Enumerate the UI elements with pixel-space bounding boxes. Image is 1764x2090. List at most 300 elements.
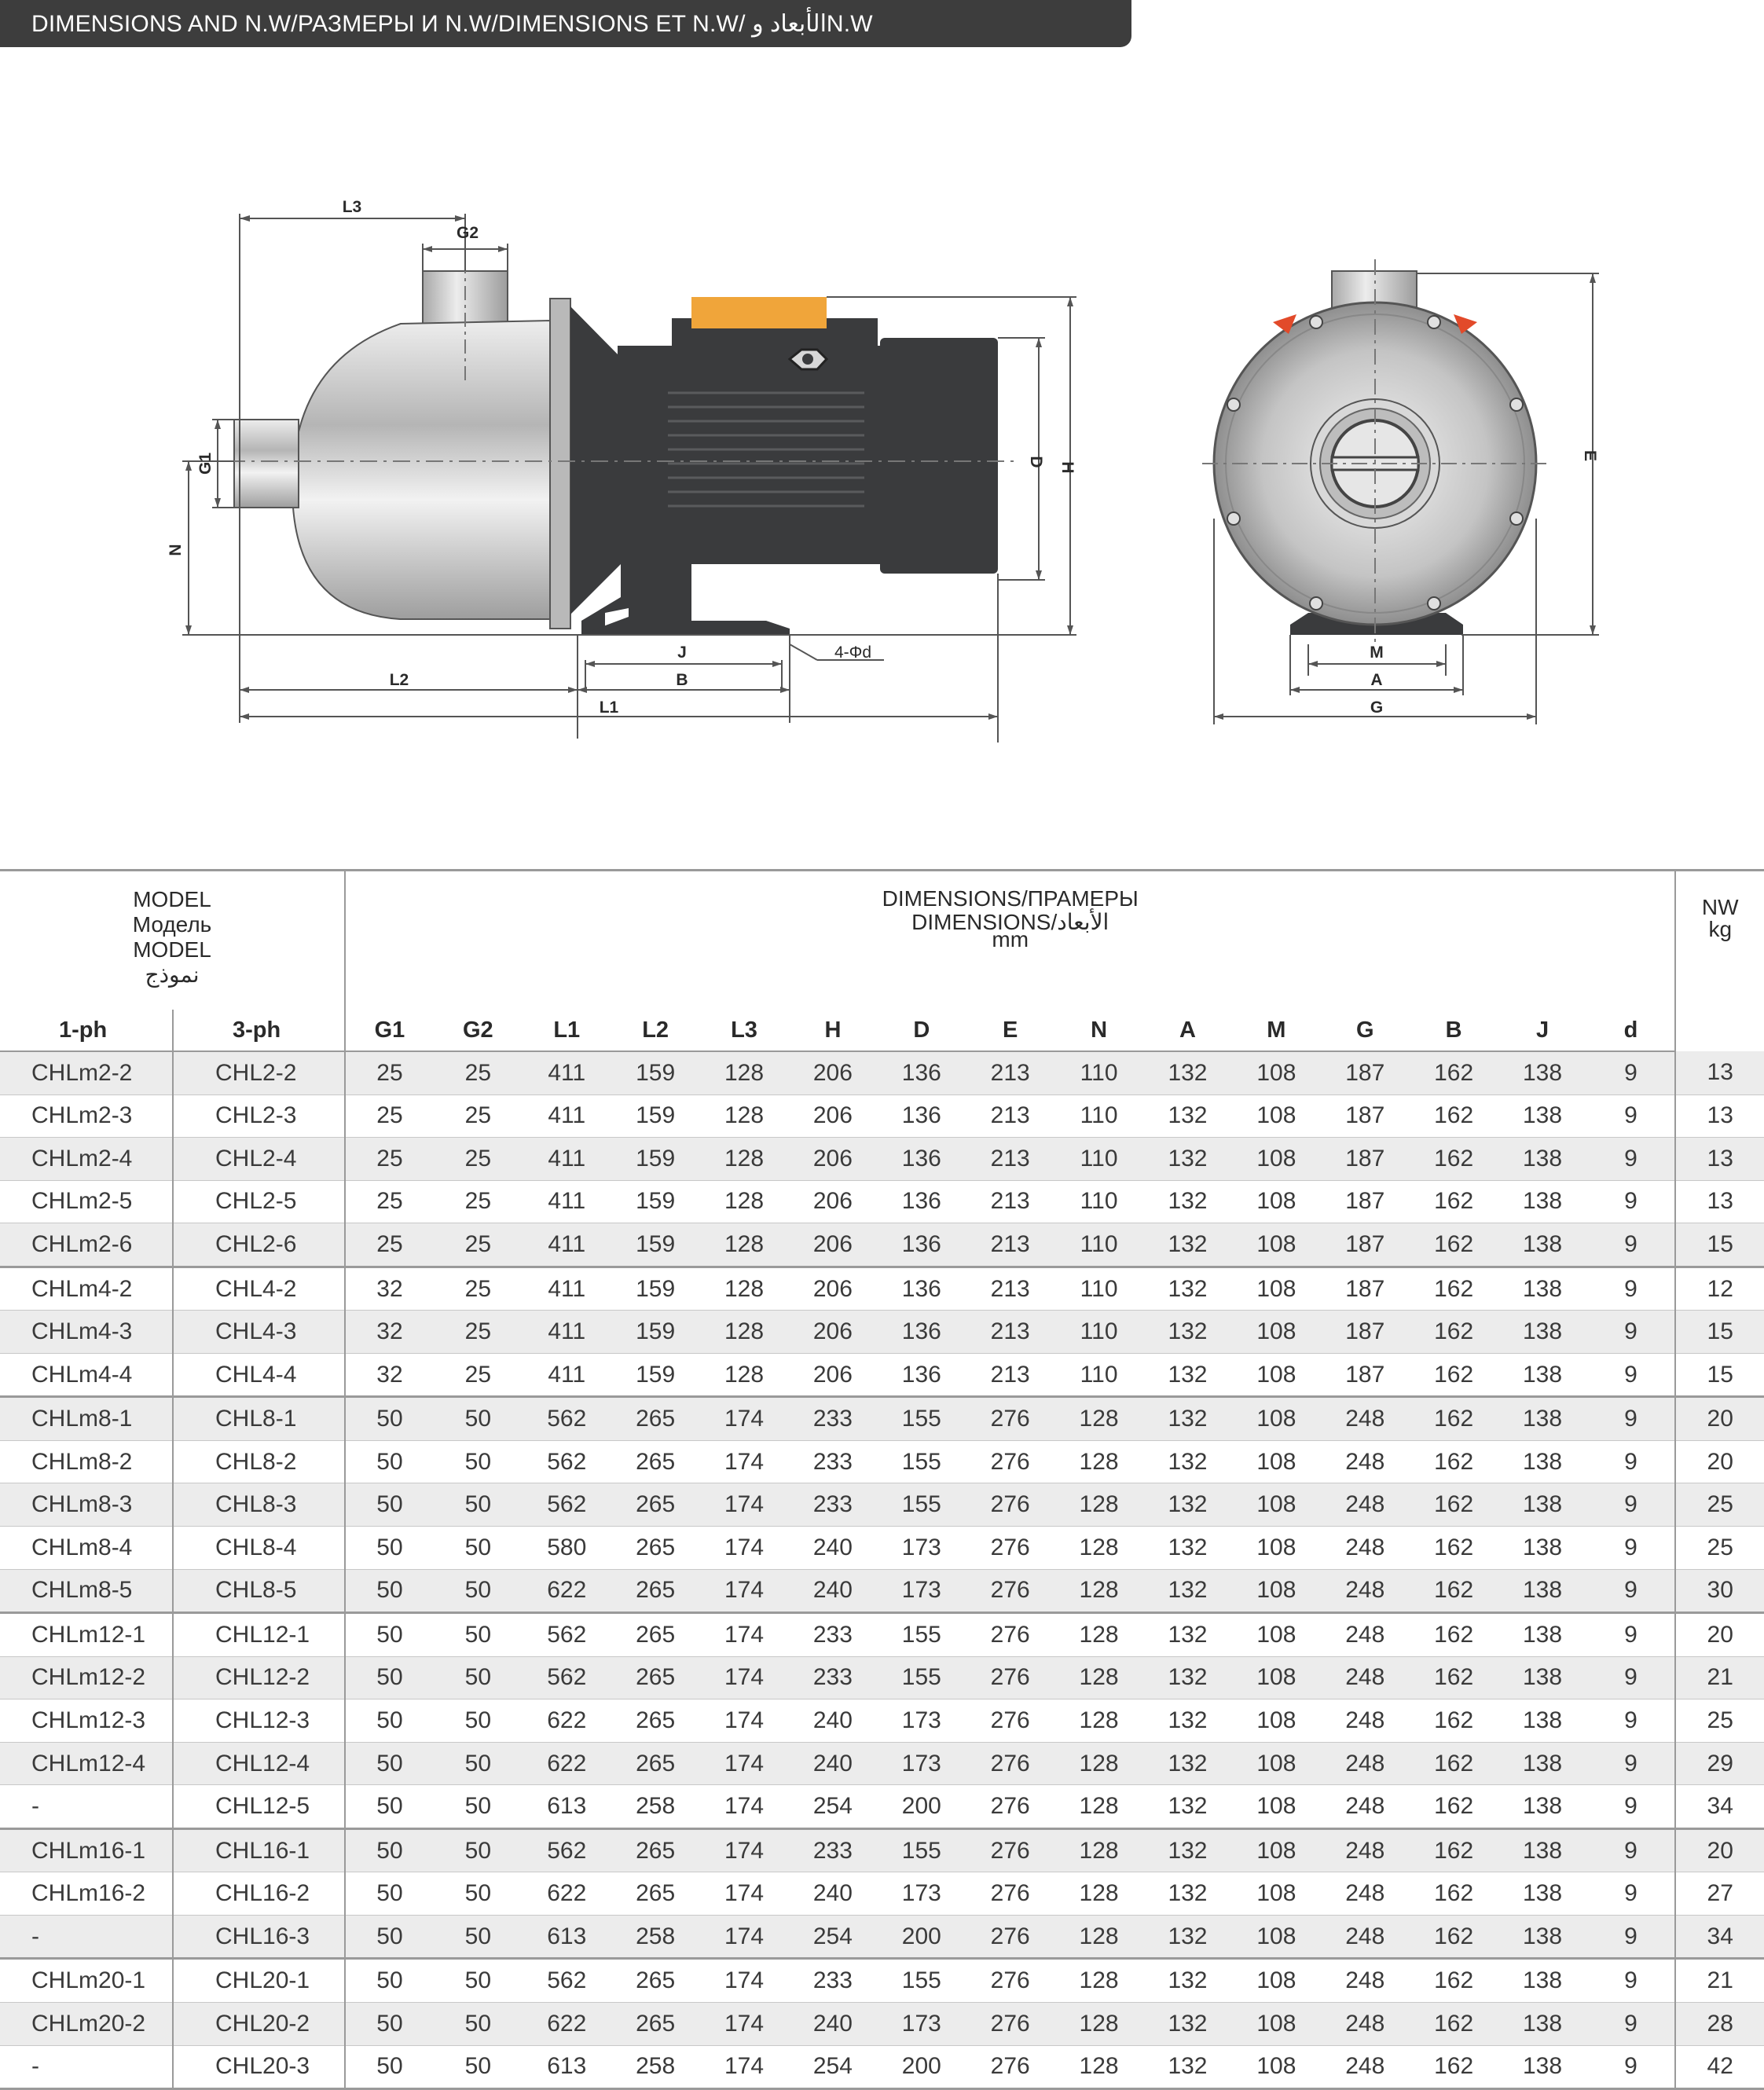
cell-l3: 174 bbox=[700, 1700, 789, 1743]
cell-d: 9 bbox=[1586, 1828, 1675, 1872]
cell-l1: 562 bbox=[523, 1959, 611, 2003]
cell-m: 108 bbox=[1232, 1656, 1321, 1700]
cell-g1: 50 bbox=[345, 1785, 434, 1829]
cell-j: 138 bbox=[1498, 1785, 1587, 1829]
cell-nw: 30 bbox=[1675, 1569, 1764, 1613]
cell-a: 132 bbox=[1143, 1223, 1232, 1267]
col-header-l1: L1 bbox=[523, 1010, 611, 1051]
cell-b: 162 bbox=[1410, 1311, 1498, 1354]
cell-l3: 174 bbox=[700, 1440, 789, 1483]
label-l2: L2 bbox=[389, 671, 409, 689]
cell-h: 206 bbox=[788, 1094, 877, 1138]
cell-g1: 50 bbox=[345, 1872, 434, 1916]
cell-l1: 411 bbox=[523, 1223, 611, 1267]
cell-model-3ph: CHL12-4 bbox=[173, 1742, 345, 1785]
cell-d: 155 bbox=[877, 1440, 966, 1483]
cell-g1: 32 bbox=[345, 1267, 434, 1311]
cell-g2: 50 bbox=[434, 1569, 523, 1613]
cell-m: 108 bbox=[1232, 1311, 1321, 1354]
cell-l1: 562 bbox=[523, 1613, 611, 1657]
cell-d: 9 bbox=[1586, 1397, 1675, 1441]
label-b: B bbox=[676, 671, 688, 689]
cell-n: 128 bbox=[1054, 1656, 1143, 1700]
table-row bbox=[0, 1397, 1764, 1441]
cell-g1: 25 bbox=[345, 1180, 434, 1223]
cell-b: 162 bbox=[1410, 1094, 1498, 1138]
cell-h: 240 bbox=[788, 1569, 877, 1613]
cell-a: 132 bbox=[1143, 1397, 1232, 1441]
cell-a: 132 bbox=[1143, 1742, 1232, 1785]
cell-l3: 174 bbox=[700, 1959, 789, 2003]
cell-j: 138 bbox=[1498, 1223, 1587, 1267]
cell-e: 276 bbox=[966, 1915, 1054, 1959]
cell-d: 9 bbox=[1586, 1742, 1675, 1785]
cell-l3: 128 bbox=[700, 1138, 789, 1181]
table-row bbox=[0, 1311, 1764, 1354]
cell-nw: 25 bbox=[1675, 1700, 1764, 1743]
table-row bbox=[0, 1094, 1764, 1138]
cell-model-1ph: CHLm12-3 bbox=[0, 1700, 173, 1743]
cell-m: 108 bbox=[1232, 1180, 1321, 1223]
cell-g2: 50 bbox=[434, 1656, 523, 1700]
cell-l2: 265 bbox=[611, 1828, 700, 1872]
cell-l1: 613 bbox=[523, 2045, 611, 2089]
cell-e: 276 bbox=[966, 1872, 1054, 1916]
cell-l1: 622 bbox=[523, 1700, 611, 1743]
cell-j: 138 bbox=[1498, 1094, 1587, 1138]
suction-pipe bbox=[234, 420, 299, 508]
cell-m: 108 bbox=[1232, 1051, 1321, 1094]
cell-l1: 411 bbox=[523, 1051, 611, 1094]
cell-j: 138 bbox=[1498, 1656, 1587, 1700]
cell-n: 110 bbox=[1054, 1311, 1143, 1354]
col-header-d: d bbox=[1586, 1010, 1675, 1051]
cell-g2: 50 bbox=[434, 1785, 523, 1829]
cell-l2: 159 bbox=[611, 1353, 700, 1397]
cell-j: 138 bbox=[1498, 1700, 1587, 1743]
cell-e: 276 bbox=[966, 1613, 1054, 1657]
cell-d: 155 bbox=[877, 1656, 966, 1700]
cell-d: 9 bbox=[1586, 1267, 1675, 1311]
table-row bbox=[0, 1828, 1764, 1872]
label-h: H bbox=[1058, 461, 1076, 474]
cell-a: 132 bbox=[1143, 1267, 1232, 1311]
cell-model-3ph: CHL4-2 bbox=[173, 1267, 345, 1311]
cell-b: 162 bbox=[1410, 1742, 1498, 1785]
col-header-m: M bbox=[1232, 1010, 1321, 1051]
table-row bbox=[0, 1742, 1764, 1785]
cell-b: 162 bbox=[1410, 1785, 1498, 1829]
cell-d: 155 bbox=[877, 1828, 966, 1872]
cell-h: 233 bbox=[788, 1613, 877, 1657]
cell-model-3ph: CHL16-1 bbox=[173, 1828, 345, 1872]
col-header-l2: L2 bbox=[611, 1010, 700, 1051]
cell-l2: 265 bbox=[611, 1700, 700, 1743]
cell-g2: 50 bbox=[434, 1959, 523, 2003]
cell-g2: 25 bbox=[434, 1311, 523, 1354]
cell-g1: 50 bbox=[345, 1613, 434, 1657]
cell-d: 136 bbox=[877, 1267, 966, 1311]
cell-l3: 174 bbox=[700, 1613, 789, 1657]
cell-l2: 159 bbox=[611, 1267, 700, 1311]
cell-l2: 265 bbox=[611, 1569, 700, 1613]
cell-l1: 562 bbox=[523, 1440, 611, 1483]
col-header-h: H bbox=[788, 1010, 877, 1051]
cell-g2: 50 bbox=[434, 1828, 523, 1872]
cell-a: 132 bbox=[1143, 1569, 1232, 1613]
cell-l2: 159 bbox=[611, 1311, 700, 1354]
cell-l1: 562 bbox=[523, 1483, 611, 1527]
cell-h: 206 bbox=[788, 1180, 877, 1223]
table-row bbox=[0, 1267, 1764, 1311]
pump-dimension-drawing bbox=[0, 47, 1764, 864]
cell-m: 108 bbox=[1232, 1267, 1321, 1311]
cell-l1: 613 bbox=[523, 1785, 611, 1829]
col-header-3ph: 3-ph bbox=[173, 1010, 345, 1051]
cell-model-3ph: CHL20-2 bbox=[173, 2003, 345, 2046]
label-e: E bbox=[1581, 449, 1599, 462]
cell-h: 233 bbox=[788, 1959, 877, 2003]
cell-l3: 174 bbox=[700, 1872, 789, 1916]
cell-l2: 265 bbox=[611, 1656, 700, 1700]
dimensions-table bbox=[0, 869, 1764, 2090]
table-row bbox=[0, 1915, 1764, 1959]
table-row bbox=[0, 1656, 1764, 1700]
cell-g2: 25 bbox=[434, 1267, 523, 1311]
cell-e: 276 bbox=[966, 1828, 1054, 1872]
cell-model-1ph: CHLm2-2 bbox=[0, 1051, 173, 1094]
cell-l3: 174 bbox=[700, 1397, 789, 1441]
cell-n: 128 bbox=[1054, 1700, 1143, 1743]
cell-model-3ph: CHL12-2 bbox=[173, 1656, 345, 1700]
cell-j: 138 bbox=[1498, 1915, 1587, 1959]
cell-g2: 50 bbox=[434, 1915, 523, 1959]
cell-model-1ph: CHLm12-1 bbox=[0, 1613, 173, 1657]
cell-g: 248 bbox=[1321, 1700, 1410, 1743]
cell-l2: 265 bbox=[611, 1527, 700, 1570]
col-header-b: B bbox=[1410, 1010, 1498, 1051]
cell-model-3ph: CHL12-1 bbox=[173, 1613, 345, 1657]
cell-m: 108 bbox=[1232, 1700, 1321, 1743]
cell-e: 276 bbox=[966, 1440, 1054, 1483]
cell-b: 162 bbox=[1410, 1440, 1498, 1483]
cell-model-1ph: CHLm12-4 bbox=[0, 1742, 173, 1785]
cell-d: 9 bbox=[1586, 1094, 1675, 1138]
cell-g: 248 bbox=[1321, 1397, 1410, 1441]
cell-m: 108 bbox=[1232, 2003, 1321, 2046]
cell-e: 213 bbox=[966, 1311, 1054, 1354]
cell-a: 132 bbox=[1143, 1915, 1232, 1959]
table-row bbox=[0, 1051, 1764, 1094]
cell-model-3ph: CHL20-3 bbox=[173, 2045, 345, 2089]
cell-nw: 21 bbox=[1675, 1656, 1764, 1700]
cell-l1: 411 bbox=[523, 1094, 611, 1138]
cell-n: 128 bbox=[1054, 1440, 1143, 1483]
cell-h: 254 bbox=[788, 1915, 877, 1959]
cell-l1: 562 bbox=[523, 1656, 611, 1700]
cell-d: 9 bbox=[1586, 1440, 1675, 1483]
cell-model-3ph: CHL8-3 bbox=[173, 1483, 345, 1527]
cell-g2: 50 bbox=[434, 1397, 523, 1441]
cell-model-3ph: CHL2-5 bbox=[173, 1180, 345, 1223]
cell-g1: 50 bbox=[345, 1527, 434, 1570]
table-row bbox=[0, 1180, 1764, 1223]
cell-model-3ph: CHL16-2 bbox=[173, 1872, 345, 1916]
cell-h: 233 bbox=[788, 1483, 877, 1527]
cell-e: 213 bbox=[966, 1353, 1054, 1397]
cell-d: 173 bbox=[877, 1700, 966, 1743]
cell-g2: 50 bbox=[434, 1742, 523, 1785]
cell-d: 9 bbox=[1586, 1959, 1675, 2003]
cell-d: 173 bbox=[877, 1872, 966, 1916]
cell-d: 136 bbox=[877, 1311, 966, 1354]
col-header-g1: G1 bbox=[345, 1010, 434, 1051]
cell-a: 132 bbox=[1143, 1094, 1232, 1138]
cell-m: 108 bbox=[1232, 1828, 1321, 1872]
col-header-a: A bbox=[1143, 1010, 1232, 1051]
cell-h: 206 bbox=[788, 1051, 877, 1094]
cell-l1: 411 bbox=[523, 1267, 611, 1311]
cell-g1: 50 bbox=[345, 1742, 434, 1785]
pump-casing bbox=[292, 321, 550, 619]
cell-a: 132 bbox=[1143, 1311, 1232, 1354]
cell-nw: 21 bbox=[1675, 1959, 1764, 2003]
table-row bbox=[0, 1483, 1764, 1527]
cell-l2: 265 bbox=[611, 1613, 700, 1657]
cell-g: 187 bbox=[1321, 1094, 1410, 1138]
cell-nw: 15 bbox=[1675, 1353, 1764, 1397]
cell-nw: 34 bbox=[1675, 1785, 1764, 1829]
cell-model-3ph: CHL8-4 bbox=[173, 1527, 345, 1570]
cell-h: 254 bbox=[788, 1785, 877, 1829]
cell-h: 233 bbox=[788, 1440, 877, 1483]
col-header-g2: G2 bbox=[434, 1010, 523, 1051]
cell-l3: 128 bbox=[700, 1051, 789, 1094]
cell-b: 162 bbox=[1410, 1613, 1498, 1657]
cell-l1: 411 bbox=[523, 1353, 611, 1397]
cell-e: 276 bbox=[966, 1569, 1054, 1613]
cell-g: 248 bbox=[1321, 1440, 1410, 1483]
cell-model-1ph: CHLm8-4 bbox=[0, 1527, 173, 1570]
cell-m: 108 bbox=[1232, 1613, 1321, 1657]
cell-g2: 50 bbox=[434, 1700, 523, 1743]
cell-l1: 622 bbox=[523, 1742, 611, 1785]
cell-j: 138 bbox=[1498, 1440, 1587, 1483]
cell-g: 187 bbox=[1321, 1051, 1410, 1094]
col-header-j: J bbox=[1498, 1010, 1587, 1051]
cell-model-1ph: CHLm8-1 bbox=[0, 1397, 173, 1441]
cell-nw: 29 bbox=[1675, 1742, 1764, 1785]
table-row bbox=[0, 1569, 1764, 1613]
cell-e: 276 bbox=[966, 1700, 1054, 1743]
cell-h: 233 bbox=[788, 1828, 877, 1872]
cell-m: 108 bbox=[1232, 1959, 1321, 2003]
col-header-1ph: 1-ph bbox=[0, 1010, 173, 1051]
cell-model-3ph: CHL8-2 bbox=[173, 1440, 345, 1483]
cell-a: 132 bbox=[1143, 1440, 1232, 1483]
table-row bbox=[0, 2045, 1764, 2089]
cell-l3: 174 bbox=[700, 2003, 789, 2046]
cell-nw: 13 bbox=[1675, 1138, 1764, 1181]
cell-model-3ph: CHL12-3 bbox=[173, 1700, 345, 1743]
cell-model-3ph: CHL8-1 bbox=[173, 1397, 345, 1441]
label-l1: L1 bbox=[599, 698, 619, 717]
cell-m: 108 bbox=[1232, 1440, 1321, 1483]
cell-model-3ph: CHL20-1 bbox=[173, 1959, 345, 2003]
cell-e: 276 bbox=[966, 1527, 1054, 1570]
cell-l2: 159 bbox=[611, 1180, 700, 1223]
cell-g2: 50 bbox=[434, 1872, 523, 1916]
cell-l1: 622 bbox=[523, 2003, 611, 2046]
cell-g1: 50 bbox=[345, 2045, 434, 2089]
cell-l1: 411 bbox=[523, 1180, 611, 1223]
cell-model-1ph: CHLm8-5 bbox=[0, 1569, 173, 1613]
cell-m: 108 bbox=[1232, 1785, 1321, 1829]
cell-g: 248 bbox=[1321, 1872, 1410, 1916]
cell-d: 155 bbox=[877, 1613, 966, 1657]
cell-a: 132 bbox=[1143, 1785, 1232, 1829]
cell-b: 162 bbox=[1410, 1959, 1498, 2003]
cell-model-1ph: - bbox=[0, 1785, 173, 1829]
cell-m: 108 bbox=[1232, 1397, 1321, 1441]
cell-g: 187 bbox=[1321, 1223, 1410, 1267]
cell-g1: 50 bbox=[345, 1915, 434, 1959]
model-header: MODEL Модель MODEL نموذج bbox=[0, 871, 345, 1010]
cell-n: 128 bbox=[1054, 1742, 1143, 1785]
cell-nw: 15 bbox=[1675, 1311, 1764, 1354]
cell-a: 132 bbox=[1143, 1527, 1232, 1570]
cell-d: 136 bbox=[877, 1094, 966, 1138]
cell-j: 138 bbox=[1498, 2045, 1587, 2089]
cell-nw: 20 bbox=[1675, 1397, 1764, 1441]
cell-nw: 34 bbox=[1675, 1915, 1764, 1959]
cell-l2: 265 bbox=[611, 1872, 700, 1916]
cell-e: 213 bbox=[966, 1094, 1054, 1138]
cell-a: 132 bbox=[1143, 1872, 1232, 1916]
cell-m: 108 bbox=[1232, 1915, 1321, 1959]
cell-n: 128 bbox=[1054, 1483, 1143, 1527]
cell-a: 132 bbox=[1143, 1051, 1232, 1094]
cell-d: 9 bbox=[1586, 2003, 1675, 2046]
cell-a: 132 bbox=[1143, 1180, 1232, 1223]
cell-h: 206 bbox=[788, 1223, 877, 1267]
cell-model-1ph: CHLm4-2 bbox=[0, 1267, 173, 1311]
cell-h: 206 bbox=[788, 1311, 877, 1354]
cell-a: 132 bbox=[1143, 1613, 1232, 1657]
cell-a: 132 bbox=[1143, 2045, 1232, 2089]
cell-j: 138 bbox=[1498, 1872, 1587, 1916]
cell-j: 138 bbox=[1498, 1180, 1587, 1223]
cell-b: 162 bbox=[1410, 1569, 1498, 1613]
cell-l3: 174 bbox=[700, 2045, 789, 2089]
cell-g2: 25 bbox=[434, 1138, 523, 1181]
table-row bbox=[0, 1700, 1764, 1743]
cell-h: 233 bbox=[788, 1397, 877, 1441]
cell-d: 9 bbox=[1586, 1872, 1675, 1916]
cell-model-1ph: - bbox=[0, 2045, 173, 2089]
cell-l1: 411 bbox=[523, 1138, 611, 1181]
cell-l1: 622 bbox=[523, 1569, 611, 1613]
cell-g1: 32 bbox=[345, 1353, 434, 1397]
cell-l2: 265 bbox=[611, 1483, 700, 1527]
cell-m: 108 bbox=[1232, 1527, 1321, 1570]
cell-n: 110 bbox=[1054, 1353, 1143, 1397]
label-g1: G1 bbox=[196, 452, 215, 475]
cell-b: 162 bbox=[1410, 2003, 1498, 2046]
cell-nw: 20 bbox=[1675, 1613, 1764, 1657]
cell-m: 108 bbox=[1232, 2045, 1321, 2089]
cell-a: 132 bbox=[1143, 1828, 1232, 1872]
cell-nw: 15 bbox=[1675, 1223, 1764, 1267]
cell-g2: 25 bbox=[434, 1353, 523, 1397]
cell-m: 108 bbox=[1232, 1223, 1321, 1267]
cell-g: 187 bbox=[1321, 1267, 1410, 1311]
cell-b: 162 bbox=[1410, 1353, 1498, 1397]
cell-l3: 174 bbox=[700, 1656, 789, 1700]
table-row bbox=[0, 1223, 1764, 1267]
cell-model-3ph: CHL4-4 bbox=[173, 1353, 345, 1397]
cell-model-3ph: CHL2-4 bbox=[173, 1138, 345, 1181]
cell-n: 128 bbox=[1054, 1569, 1143, 1613]
cell-g1: 25 bbox=[345, 1223, 434, 1267]
cell-g1: 50 bbox=[345, 1656, 434, 1700]
cell-nw: 12 bbox=[1675, 1267, 1764, 1311]
cell-l3: 174 bbox=[700, 1785, 789, 1829]
section-title: DIMENSIONS AND N.W/РАЗМЕРЫ И N.W/DIMENSIONS ET N.W/ الأبعاد وN.W bbox=[31, 10, 873, 37]
cell-g1: 50 bbox=[345, 2003, 434, 2046]
cell-g: 248 bbox=[1321, 1569, 1410, 1613]
cell-b: 162 bbox=[1410, 2045, 1498, 2089]
cell-d: 136 bbox=[877, 1051, 966, 1094]
cell-l3: 174 bbox=[700, 1828, 789, 1872]
cell-g: 248 bbox=[1321, 1483, 1410, 1527]
cell-nw: 42 bbox=[1675, 2045, 1764, 2089]
cell-g2: 25 bbox=[434, 1180, 523, 1223]
cell-nw: 13 bbox=[1675, 1051, 1764, 1094]
cell-l2: 159 bbox=[611, 1223, 700, 1267]
table-row bbox=[0, 1872, 1764, 1916]
cell-g: 248 bbox=[1321, 1742, 1410, 1785]
cell-n: 128 bbox=[1054, 1397, 1143, 1441]
table-row bbox=[0, 1785, 1764, 1829]
cell-h: 240 bbox=[788, 1872, 877, 1916]
cell-model-1ph: CHLm12-2 bbox=[0, 1656, 173, 1700]
label-a: A bbox=[1370, 671, 1383, 689]
cell-e: 276 bbox=[966, 2003, 1054, 2046]
cell-j: 138 bbox=[1498, 1613, 1587, 1657]
cell-h: 254 bbox=[788, 2045, 877, 2089]
cell-b: 162 bbox=[1410, 1483, 1498, 1527]
cell-l2: 265 bbox=[611, 1742, 700, 1785]
cell-d: 200 bbox=[877, 1785, 966, 1829]
cell-l2: 159 bbox=[611, 1094, 700, 1138]
cell-b: 162 bbox=[1410, 1828, 1498, 1872]
cell-d: 9 bbox=[1586, 1138, 1675, 1181]
cell-g2: 50 bbox=[434, 1613, 523, 1657]
cell-j: 138 bbox=[1498, 1742, 1587, 1785]
cell-h: 233 bbox=[788, 1656, 877, 1700]
cell-l3: 128 bbox=[700, 1267, 789, 1311]
cell-d: 9 bbox=[1586, 1180, 1675, 1223]
cell-nw: 28 bbox=[1675, 2003, 1764, 2046]
cell-model-1ph: CHLm20-1 bbox=[0, 1959, 173, 2003]
cell-a: 132 bbox=[1143, 1138, 1232, 1181]
cell-n: 128 bbox=[1054, 2045, 1143, 2089]
cell-b: 162 bbox=[1410, 1656, 1498, 1700]
cell-e: 276 bbox=[966, 1742, 1054, 1785]
cell-j: 138 bbox=[1498, 1051, 1587, 1094]
cell-a: 132 bbox=[1143, 1656, 1232, 1700]
